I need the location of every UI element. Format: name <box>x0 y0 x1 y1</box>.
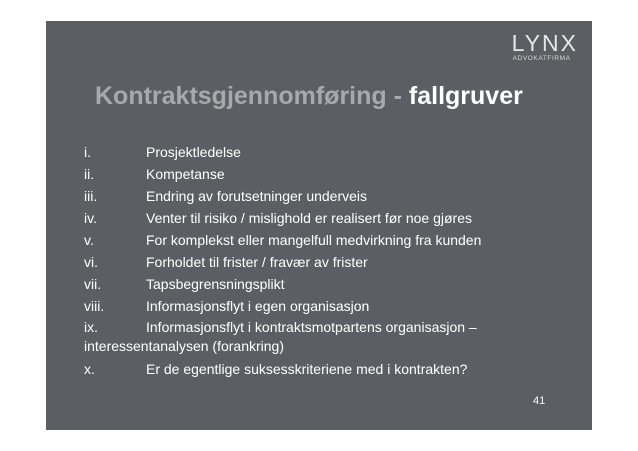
list-item <box>84 251 554 273</box>
list-item <box>84 185 554 207</box>
item-number: ii. <box>84 166 95 182</box>
list-item <box>84 207 554 229</box>
item-number: i. <box>84 144 91 160</box>
item-text: Informasjonsflyt i kontraktsmotpartens organisasjon – interessentanalysen (forankring) <box>84 319 477 354</box>
item-text: Forholdet til frister / fravær av frister <box>146 254 368 270</box>
title-separator: - <box>393 82 402 110</box>
item-text: Informasjonsflyt i egen organisasjon <box>146 298 370 314</box>
slide-title <box>95 81 523 111</box>
list-item <box>84 273 554 295</box>
pitfall-list <box>84 141 554 380</box>
title-accent: fallgruver <box>408 82 523 110</box>
item-text: For komplekst eller mangelfull medvirkning fra kunden <box>146 232 482 248</box>
item-text: Kompetanse <box>146 166 225 182</box>
list-item <box>84 358 554 380</box>
item-number: iii. <box>84 188 98 204</box>
slide <box>46 21 592 430</box>
item-text: Er de egentlige suksesskriteriene med i kontrakten? <box>146 361 468 377</box>
item-number: iv. <box>84 210 97 226</box>
logo-name: LYNX <box>511 30 578 56</box>
item-text: Venter til risiko / mislighold er realisert før noe gjøres <box>146 210 472 226</box>
list-item <box>84 295 554 317</box>
list-item <box>84 141 554 163</box>
lynx-logo <box>512 31 578 63</box>
item-number: ix. <box>84 319 98 335</box>
item-text: Prosjektledelse <box>146 144 241 160</box>
item-number: x. <box>84 361 95 377</box>
item-number: vi. <box>84 254 98 270</box>
item-text: Endring av forutsetninger underveis <box>146 188 368 204</box>
item-number: vii. <box>84 276 102 292</box>
list-item <box>84 163 554 185</box>
item-text: Tapsbegrensningsplikt <box>146 276 285 292</box>
page-number: 41 <box>533 395 546 407</box>
item-number: viii. <box>84 298 105 314</box>
list-item <box>84 317 554 358</box>
title-main: Kontraktsgjennomføring <box>95 82 387 110</box>
item-number: v. <box>84 232 94 248</box>
list-item <box>84 229 554 251</box>
logo-subtitle: ADVOKATFIRMA <box>512 55 571 62</box>
